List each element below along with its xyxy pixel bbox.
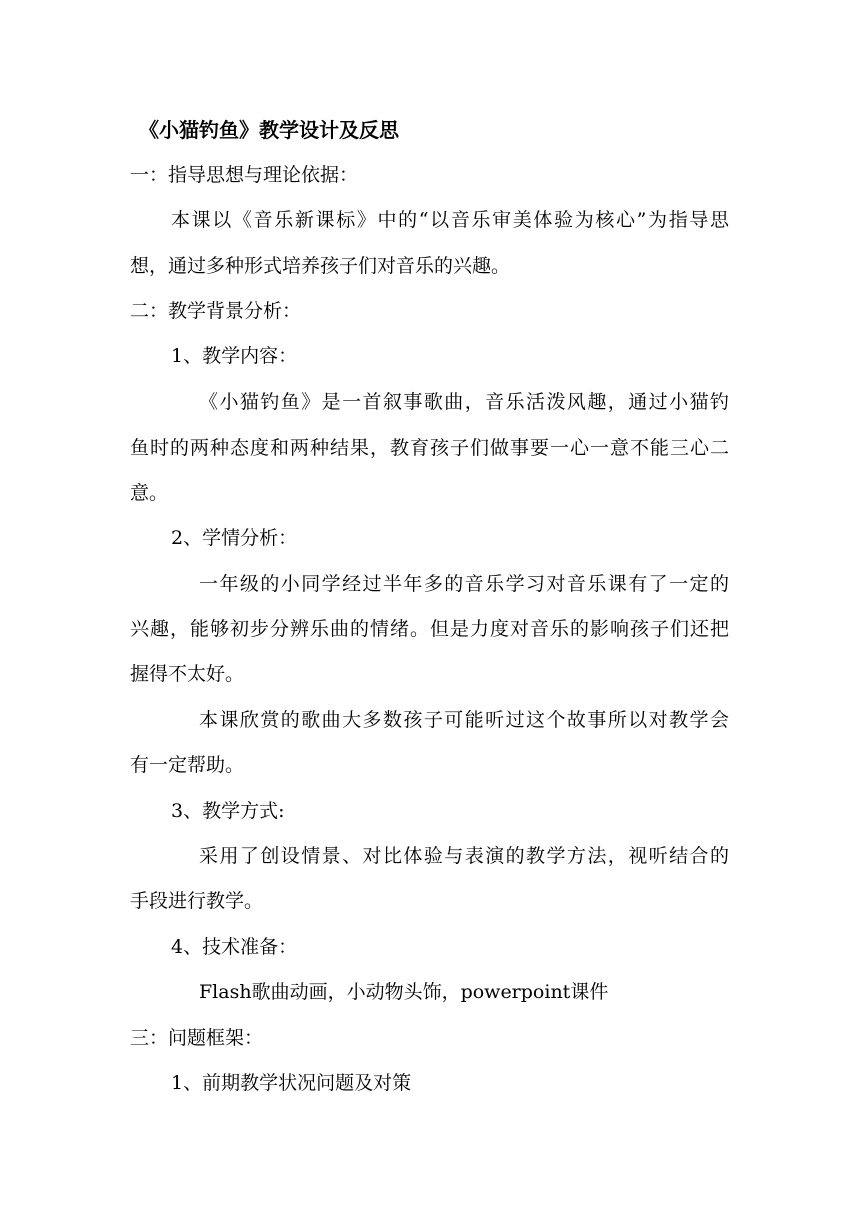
item2-paragraph1-line3: 握得不太好。 — [130, 663, 245, 685]
section3-item1: 1、前期教学状况问题及对策 — [171, 1072, 412, 1094]
section1-paragraph-line1: 本课以《音乐新课标》中的“以音乐审美体验为核心”为指导思 — [171, 209, 729, 231]
item2-paragraph1-line1: 一年级的小同学经过半年多的音乐学习对音乐课有了一定的 — [199, 573, 729, 595]
item3-paragraph-line1: 采用了创设情景、对比体验与表演的教学方法，视听结合的 — [199, 845, 729, 867]
section1-paragraph-line2: 想，通过多种形式培养孩子们对音乐的兴趣。 — [130, 255, 511, 277]
item2-paragraph2-line1: 本课欣赏的歌曲大多数孩子可能听过这个故事所以对教学会 — [199, 709, 729, 731]
section3-heading: 三：问题框架： — [130, 1027, 264, 1049]
item3-paragraph-line2: 手段进行教学。 — [130, 890, 264, 912]
item2-paragraph1-line2: 兴趣，能够初步分辨乐曲的情绪。但是力度对音乐的影响孩子们还把 — [130, 618, 729, 640]
section2-heading: 二：教学背景分析： — [130, 300, 302, 322]
section1-heading: 一：指导思想与理论依据： — [130, 164, 359, 186]
item1-heading: 1、教学内容： — [171, 345, 298, 367]
item4-paragraph-line1: Flash歌曲动画，小动物头饰，powerpoint课件 — [199, 981, 609, 1003]
item4-heading: 4、技术准备： — [171, 936, 298, 958]
item1-paragraph-line2: 鱼时的两种态度和两种结果，教育孩子们做事要一心一意不能三心二 — [130, 437, 729, 459]
item3-heading: 3、教学方式: — [171, 800, 285, 822]
item2-heading: 2、学情分析： — [171, 527, 298, 549]
item2-paragraph2-line2: 有一定帮助。 — [130, 754, 245, 776]
item1-paragraph-line3: 意。 — [130, 482, 169, 504]
document-title: 《小猫钓鱼》教学设计及反思 — [139, 118, 399, 142]
item1-paragraph-line1: 《小猫钓鱼》是一首叙事歌曲，音乐活泼风趣，通过小猫钓 — [199, 391, 729, 413]
